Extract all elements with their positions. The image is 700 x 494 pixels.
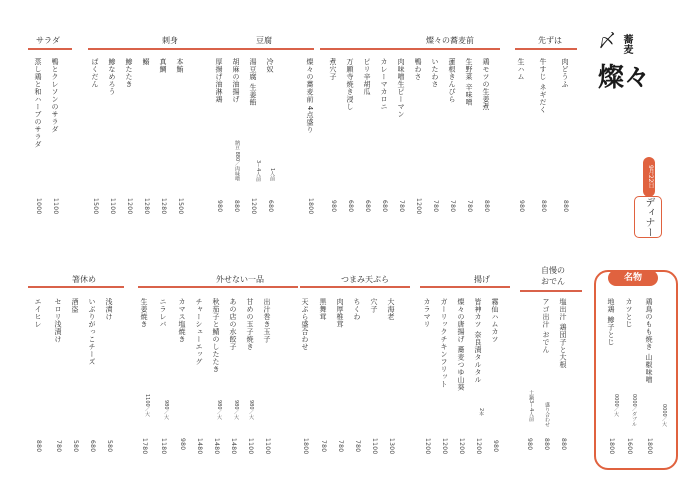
menu-price: 1500: [92, 198, 99, 215]
menu-price: 980: [330, 200, 337, 213]
menu-price: 1600: [626, 438, 633, 455]
section-title-age: 揚げ: [474, 275, 490, 284]
menu-price: 1200: [250, 198, 257, 215]
menu-price: 1280: [160, 198, 167, 215]
menu-item: 浅漬け: [105, 298, 113, 321]
section-title-meibutsu: 名物: [608, 270, 658, 286]
menu-note: 土鍋3～4人前: [528, 390, 534, 422]
menu-note: 1100／大: [144, 394, 150, 417]
section-title-hazusenai: 外せない一品: [216, 275, 264, 284]
menu-note: 980／大: [163, 400, 169, 420]
menu-item: 天ぷら盛合わせ: [301, 298, 309, 351]
menu-price: 680: [89, 440, 96, 453]
menu-item: 鯵たたき: [125, 58, 133, 88]
section-title-tsumami: つまみ天ぷら: [341, 275, 389, 284]
menu-item: 万願寺焼き浸し: [346, 58, 354, 111]
section-rule-sashimi: [88, 48, 214, 50]
menu-price: 580: [72, 440, 79, 453]
menu-item: 肉どうふ: [561, 58, 569, 88]
section-rule-salad: [28, 48, 72, 50]
menu-item: あの店の水餃子: [229, 298, 237, 351]
menu-item: 鶏モツの生姜煮: [482, 58, 490, 111]
menu-price: 1800: [608, 438, 615, 455]
menu-item: 生姜焼き: [140, 298, 148, 328]
section-rule-tofu: [214, 48, 314, 50]
logo-mark: 〆: [598, 31, 616, 52]
menu-note: 980／大: [248, 400, 254, 420]
menu-note: 980／大: [216, 400, 222, 420]
menu-item: いぶりがっこチーズ: [88, 298, 96, 366]
menu-note: 0000／大: [661, 404, 667, 427]
menu-price: 780: [466, 200, 473, 213]
menu-price: 1000: [35, 198, 42, 215]
menu-price: 580: [106, 440, 113, 453]
menu-price: 1200: [424, 438, 431, 455]
menu-price: 980: [179, 438, 186, 451]
menu-price: 980: [492, 440, 499, 453]
menu-item: カツとじ: [625, 298, 633, 328]
menu-item: 霧仙ハムカツ: [491, 298, 499, 343]
menu-item: 厚揚げ油淋鶏: [215, 58, 223, 103]
menu-note: 3～4人前: [255, 160, 261, 182]
menu-price: 880: [35, 440, 42, 453]
section-title-sakizuke: 先ずは: [538, 36, 562, 45]
menu-item: カマス塩焼き: [178, 298, 186, 343]
menu-item: 酒盗: [71, 298, 79, 313]
menu-item: 生ハム: [517, 58, 525, 81]
menu-item: 出汁巻き玉子: [263, 298, 271, 343]
section-rule-age: [420, 286, 510, 288]
menu-price: 1480: [196, 438, 203, 455]
menu-price: 780: [398, 200, 405, 213]
section-title-hashiyasume: 箸休め: [72, 275, 96, 284]
menu-price: 780: [320, 440, 327, 453]
menu-item: ばくだん: [91, 58, 99, 88]
menu-price: 980: [216, 200, 223, 213]
menu-item: 鰯: [142, 58, 150, 66]
menu-item: アゴ出汁 おでん: [542, 298, 550, 354]
menu-price: 880: [562, 200, 569, 213]
menu-item: カラマリ: [423, 298, 431, 328]
menu-item: 穴子: [370, 298, 378, 313]
menu-price: 1500: [177, 198, 184, 215]
section-rule-hashiyasume: [28, 286, 124, 288]
menu-price: 880: [483, 200, 490, 213]
menu-price: 780: [337, 440, 344, 453]
menu-note: 0000／大: [613, 394, 619, 417]
dinner-label: ディナー: [634, 196, 662, 238]
menu-item: いたわさ: [431, 58, 439, 88]
menu-price: 1100: [109, 198, 116, 215]
menu-price: 880: [540, 200, 547, 213]
menu-price: 780: [449, 200, 456, 213]
menu-price: 1800: [646, 438, 653, 455]
menu-price: 1480: [213, 438, 220, 455]
menu-price: 880: [233, 200, 240, 213]
menu-price: 1300: [388, 438, 395, 455]
section-rule-tsumami: [300, 286, 410, 288]
menu-item: 蓮根きんぴら: [448, 58, 456, 103]
menu-note: 2本: [478, 408, 484, 417]
menu-item: 鴨わさ: [414, 58, 422, 81]
menu-price: 780: [55, 440, 62, 453]
menu-price: 1800: [307, 198, 314, 215]
logo-sub-text: 蕎麦: [621, 34, 632, 54]
menu-item: 蒸し鶏と和ハーブのサラダ: [34, 58, 42, 148]
menu-item: 地鶏 鯵子とじ: [607, 298, 615, 346]
menu-price: 680: [381, 200, 388, 213]
menu-item: 湯豆腐 生姜餡: [249, 58, 257, 106]
section-title-oden: 自慢の: [541, 266, 565, 275]
menu-price: 1200: [475, 438, 482, 455]
section-rule-sansan: [320, 48, 500, 50]
menu-item: セロリ浅漬け: [54, 298, 62, 343]
logo-brand-text: 燦々: [598, 63, 651, 93]
menu-item: 黒舞茸: [319, 298, 327, 321]
menu-item: 煮穴子: [329, 58, 337, 81]
menu-item: 生野菜 辛味噌: [465, 58, 473, 106]
date-badge: 9月22日: [643, 157, 655, 197]
menu-note: 盛り合わせ: [544, 402, 550, 427]
menu-price: 1280: [143, 198, 150, 215]
menu-item: 真鯛: [159, 58, 167, 73]
menu-note: 納豆 880／肉味噌: [234, 140, 240, 182]
section-title-salad: サラダ: [36, 36, 60, 45]
menu-price: 1100: [52, 198, 59, 215]
menu-item: ガーリックチキンフリット: [440, 298, 448, 388]
menu-item: 大海老: [387, 298, 395, 321]
menu-price: 980: [518, 200, 525, 213]
menu-note: 980／大: [233, 400, 239, 420]
menu-item: 燦々の唐揚げ 蕎麦つゆ山葵: [457, 298, 465, 391]
logo: [596, 30, 676, 110]
menu-price: 680: [347, 200, 354, 213]
menu-price: 1100: [247, 438, 254, 455]
menu-item: 鶏鳥のもも焼き 山椒味噌: [645, 298, 653, 384]
menu-item: 鴨とクレソンのサラダ: [51, 58, 59, 133]
menu-note: 1人前: [269, 168, 275, 182]
menu-item: 本鮪: [176, 58, 184, 73]
menu-item: エイヒレ: [34, 298, 42, 328]
section-rule-sakizuke: [515, 48, 577, 50]
menu-item: カレーマカロニ: [380, 58, 388, 111]
menu-price: 1200: [126, 198, 133, 215]
menu-item: 肉厚椎茸: [336, 298, 344, 328]
section-title-tofu: 豆腐: [256, 36, 272, 45]
menu-price: 780: [354, 440, 361, 453]
menu-item: ニラレバ: [159, 298, 167, 328]
menu-item: 塩出汁 鶏団子と大根: [559, 298, 567, 369]
menu-price: 780: [432, 200, 439, 213]
menu-price: 1480: [230, 438, 237, 455]
menu-item: 鯵なめろう: [108, 58, 116, 96]
menu-item: チャーシューエッグ: [195, 298, 203, 366]
menu-price: 1200: [441, 438, 448, 455]
menu-item: 甘めの玉子焼き: [246, 298, 254, 351]
menu-price: 1100: [264, 438, 271, 455]
menu-item: 冷奴: [266, 58, 274, 73]
menu-price: 1780: [141, 438, 148, 455]
section-title-sashimi: 刺身: [162, 36, 178, 45]
menu-item: 胡麻の油揚げ: [232, 58, 240, 103]
menu-item: 秋茄子と鯖のしたたき: [212, 298, 220, 373]
menu-item: 肉味噌生ピーマン: [397, 58, 405, 118]
menu-item: 牛すじ ネギだく: [539, 58, 547, 114]
menu-item: 燦々の蕎麦前 4点盛り: [306, 58, 314, 134]
menu-item: 皆神カツ 奈良漬タルタル: [474, 298, 482, 384]
section-title-oden-2: おでん: [541, 277, 565, 286]
menu-price: 1180: [160, 438, 167, 455]
menu-price: 980: [526, 438, 533, 451]
menu-price: 880: [543, 438, 550, 451]
menu-note: 0000／ダブル: [631, 394, 637, 427]
menu-price: 1100: [371, 438, 378, 455]
menu-price: 880: [560, 438, 567, 451]
section-rule-oden: [520, 290, 582, 292]
menu-item: ちくわ: [353, 298, 361, 321]
menu-price: 680: [267, 200, 274, 213]
menu-price: 680: [364, 200, 371, 213]
section-rule-hazusenai: [138, 286, 298, 288]
menu-item: ピリ辛胡瓜: [363, 58, 371, 96]
menu-price: 1200: [458, 438, 465, 455]
menu-price: 1800: [302, 438, 309, 455]
menu-price: 1200: [415, 198, 422, 215]
section-title-sansan: 燦々の蕎麦前: [426, 36, 474, 45]
